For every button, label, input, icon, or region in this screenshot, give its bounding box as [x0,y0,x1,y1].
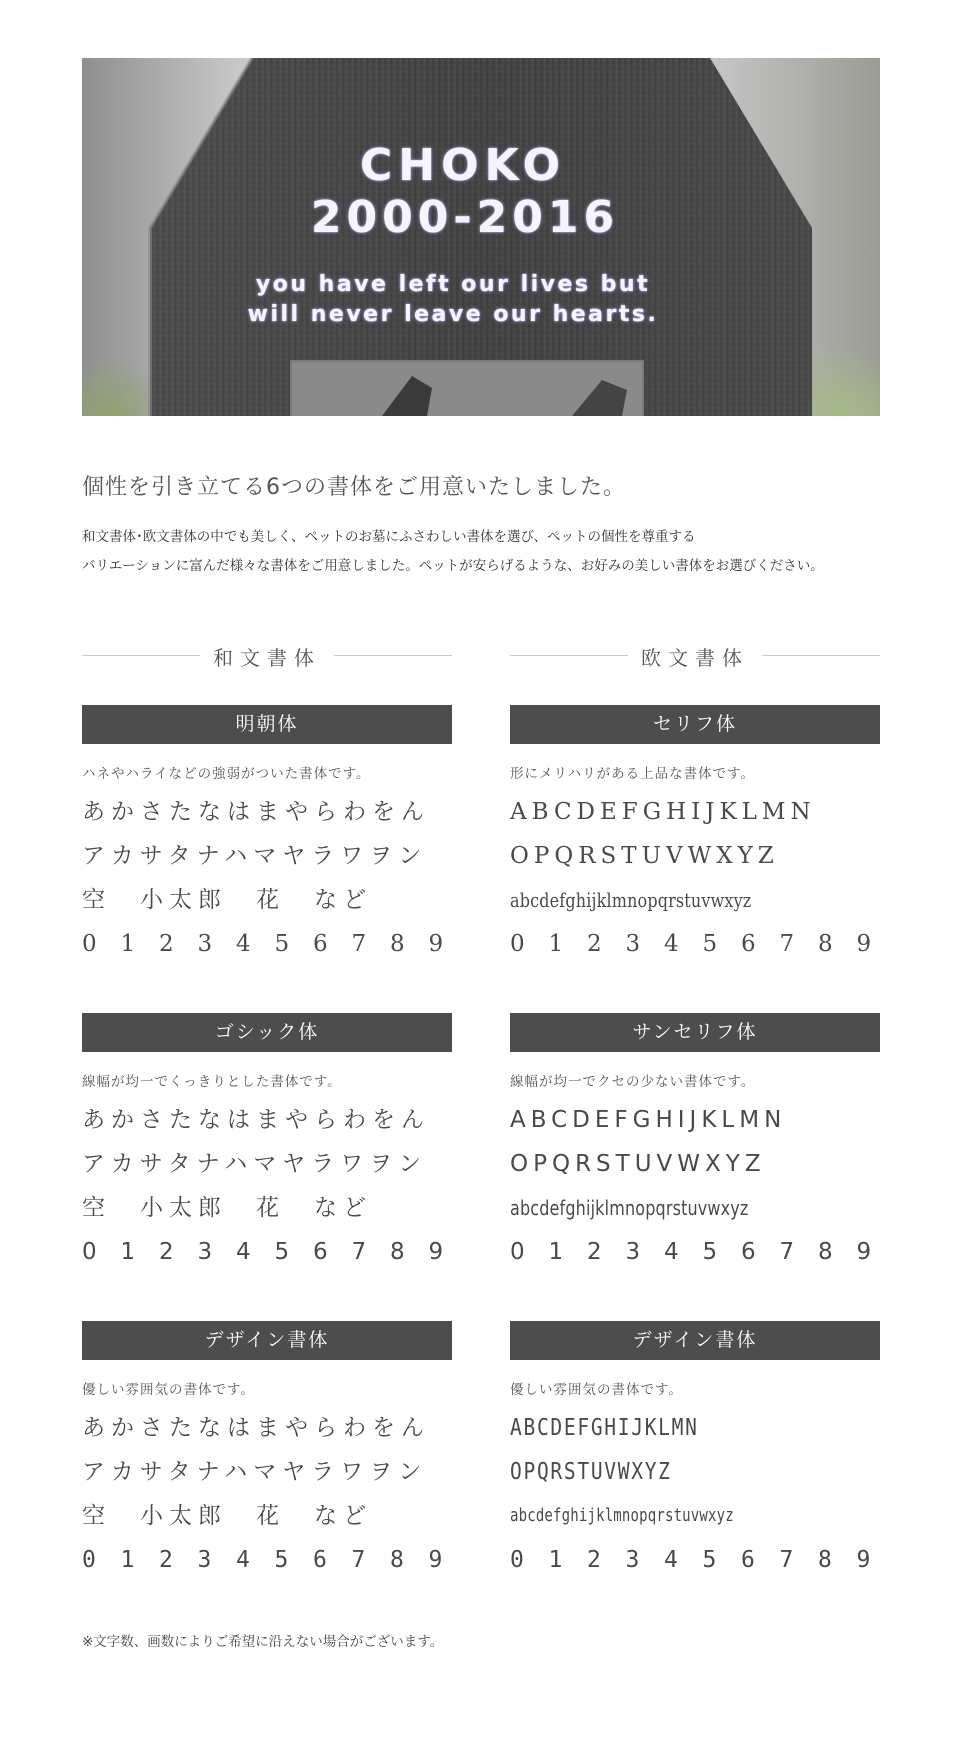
digit: 1 [548,1547,563,1573]
lowercase-text: abcdefghijklmnopqrstuvwxyz [510,1505,734,1526]
sample-digits [510,930,880,958]
sample-hiragana: あかさたなはまやらわをん [82,799,430,825]
digit: 0 [510,1547,524,1573]
digit: 1 [120,1547,135,1573]
digit: 3 [625,1547,640,1573]
sample-katakana: アカサタナハマヤラワヲン [82,1459,428,1485]
sample-digits [82,930,452,958]
font-card-title: 明朝体 [82,705,452,744]
sample-digits [82,1238,452,1266]
digit: 6 [313,1547,327,1573]
font-card-title: ゴシック体 [82,1013,452,1052]
digit: 2 [587,1239,602,1265]
digit: 7 [779,1239,795,1265]
digit: 1 [120,1239,136,1265]
font-card-title: セリフ体 [510,705,880,744]
section-title-japanese: 和文書体 [213,646,321,670]
digit: 4 [236,931,251,957]
digit: 0 [82,931,97,957]
sample-hiragana: あかさたなはまやらわをん [82,1107,430,1133]
digit: 1 [120,931,136,957]
digit: 5 [702,1239,718,1265]
sample-uppercase-1 [510,1414,880,1442]
lowercase-text: abcdefghijklmnopqrstuvwxyz [510,888,752,912]
sample-lowercase [510,886,880,914]
digit: 8 [390,1547,404,1573]
sample-digits [510,1238,880,1266]
footnote: ※文字数、画数によりご希望に沿えない場合がございます。 [82,1634,444,1650]
description-line-2: バリエーションに富んだ様々な書体をご用意しました。ペットが安らげるような、お好みの美しい書体をお選びください。 [82,558,824,574]
digit: 0 [510,931,525,957]
digit: 7 [779,1547,794,1573]
sample-hiragana: あかさたなはまやらわをん [82,1415,430,1441]
digit: 8 [390,1239,405,1265]
digit: 9 [428,1239,444,1265]
sample-katakana: アカサタナハマヤラワヲン [82,843,428,869]
font-card-note: 優しい雰囲気の書体です。 [510,1382,683,1398]
memorial-years: 2000-2016 [310,192,620,243]
digit: 3 [625,1239,641,1265]
page-headline: 個性を引き立てる6つの書体をご用意いたしました。 [82,475,626,500]
digit: 0 [82,1239,97,1265]
font-card-title: デザイン書体 [82,1321,452,1360]
font-card-title: デザイン書体 [510,1321,880,1360]
sample-uppercase-1: ABCDEFGHIJKLMN [510,1107,787,1133]
digit: 9 [428,931,444,957]
font-card-gothic [82,1013,452,1266]
uppercase-text: ABCDEFGHIJKLMN [510,1415,699,1441]
section-header-japanese [82,640,452,670]
memorial-message-line2: will never leave our hearts. [247,302,659,327]
font-card-sans-serif [510,1013,880,1266]
digit: 4 [236,1547,250,1573]
digit: 3 [625,931,641,957]
digit: 4 [664,1547,678,1573]
sample-lowercase [510,1194,880,1222]
digit: 5 [702,1547,717,1573]
memorial-message-line1: you have left our lives but [255,272,651,297]
digit: 3 [197,1239,213,1265]
font-card-title: サンセリフ体 [510,1013,880,1052]
digit: 9 [856,1547,871,1573]
sample-uppercase-2: OPQRSTUVWXYZ [510,843,779,869]
digit: 5 [274,1547,289,1573]
digit: 8 [818,1239,833,1265]
hero-gravestone-photo [82,58,880,416]
uppercase-text: OPQRSTUVWXYZ [510,1459,672,1485]
digit: 7 [351,1547,366,1573]
digit: 9 [856,1239,872,1265]
digit: 3 [197,931,213,957]
description-line-1: 和文書体･欧文書体の中でも美しく、ペットのお墓にふさわしい書体を選び、ペットの個性を尊重する [82,529,696,545]
digit: 7 [351,931,367,957]
sample-uppercase-1: ABCDEFGHIJKLMN [510,799,816,825]
sample-kanji: 空 小太郎 花 など [82,1195,372,1221]
section-header-western [510,640,880,670]
digit: 4 [664,931,679,957]
digit: 7 [351,1239,367,1265]
font-card-design-western [510,1321,880,1574]
digit: 8 [818,931,833,957]
digit: 8 [390,931,405,957]
sample-digits [82,1546,452,1574]
font-card-note: 線幅が均一でくっきりとした書体です。 [82,1074,342,1090]
digit: 9 [856,931,872,957]
font-card-note: 優しい雰囲気の書体です。 [82,1382,255,1398]
sample-katakana: アカサタナハマヤラワヲン [82,1151,428,1177]
digit: 2 [587,931,602,957]
digit: 6 [313,1239,328,1265]
digit: 6 [741,1239,756,1265]
digit: 0 [82,1547,96,1573]
sample-uppercase-2 [510,1458,880,1486]
lowercase-text: abcdefghijklmnopqrstuvwxyz [510,1196,749,1220]
digit: 2 [587,1547,601,1573]
divider-line [762,655,880,656]
memorial-name: CHOKO [359,140,567,191]
divider-line [334,655,452,656]
font-card-note: 形にメリハリがある上品な書体です。 [510,766,756,782]
sample-digits [510,1546,880,1574]
digit: 1 [548,931,564,957]
digit: 3 [197,1547,212,1573]
digit: 1 [548,1239,564,1265]
digit: 2 [159,931,174,957]
digit: 7 [779,931,795,957]
sample-uppercase-2: OPQRSTUVWXYZ [510,1151,766,1177]
digit: 2 [159,1547,173,1573]
font-card-serif [510,705,880,958]
digit: 4 [236,1239,251,1265]
intro-description [82,523,824,581]
sample-kanji: 空 小太郎 花 など [82,887,372,913]
digit: 5 [274,931,290,957]
digit: 5 [274,1239,290,1265]
sample-lowercase [510,1502,880,1530]
digit: 6 [741,1547,755,1573]
digit: 2 [159,1239,174,1265]
font-card-note: 線幅が均一でクセの少ない書体です。 [510,1074,756,1090]
digit: 0 [510,1239,525,1265]
font-card-design-japanese [82,1321,452,1574]
digit: 5 [702,931,718,957]
digit: 8 [818,1547,832,1573]
digit: 4 [664,1239,679,1265]
digit: 9 [428,1547,443,1573]
font-card-note: ハネやハライなどの強弱がついた書体です。 [82,766,371,782]
digit: 6 [741,931,756,957]
digit: 6 [313,931,328,957]
font-card-mincho [82,705,452,958]
section-title-western: 欧文書体 [641,646,749,670]
sample-kanji: 空 小太郎 花 など [82,1503,372,1529]
